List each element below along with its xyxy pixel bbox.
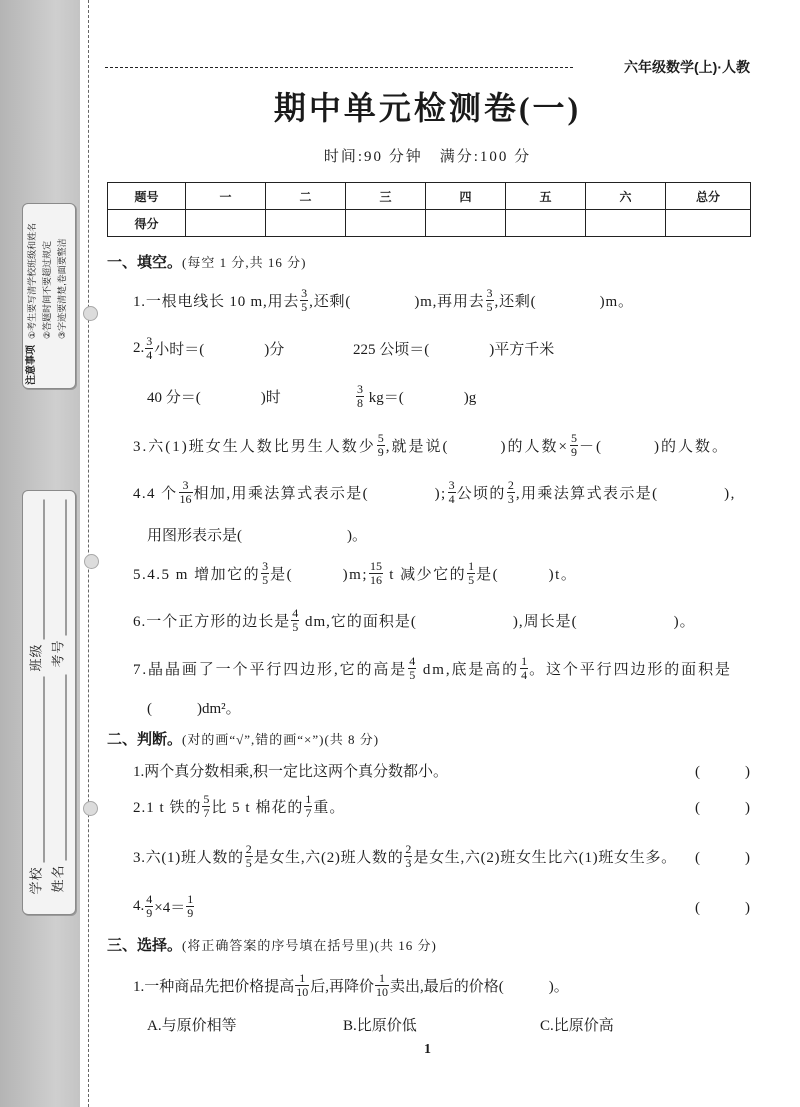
question-2-part-c (147, 380, 281, 412)
question-text: 225 公顷＝( )平方千米 (353, 341, 555, 358)
score-table (107, 182, 751, 237)
choice-option-a: A.与原价相等 (147, 1017, 237, 1034)
choice-option-b: B.比原价低 (343, 1017, 417, 1034)
class-field-line (44, 500, 45, 640)
question-text: 后,再降价 (310, 978, 375, 995)
exam-number-field-line (66, 500, 67, 636)
fraction-denominator: 5 (468, 572, 475, 587)
fraction-numerator: 2 (507, 477, 514, 492)
question-text: ,还剩( )m。 (494, 293, 634, 310)
question-text: 卖出,最后的价格( )。 (390, 978, 569, 995)
section-title: 二、判断。 (107, 731, 183, 748)
score-table-header: 三 (346, 183, 426, 210)
score-table-header: 六 (586, 183, 666, 210)
class-label: 班级 (28, 643, 44, 672)
question-text: 是( )m; (270, 566, 368, 583)
name-field-line (66, 675, 67, 861)
notes-content (22, 203, 76, 389)
score-table-header: 总分 (666, 183, 751, 210)
fraction-denominator: 3 (507, 491, 514, 506)
fraction-numerator: 4 (409, 653, 416, 668)
question-1 (133, 284, 634, 316)
question-text: 。这个平行四边形的面积是 (529, 661, 732, 678)
question-text: －( )的人数。 (578, 438, 729, 455)
question-2-part-b (353, 332, 554, 364)
question-text: 是女生,六(2)班人数的 (253, 849, 404, 866)
section-note: (每空 1 分,共 16 分) (182, 254, 307, 270)
question-text: ,用乘法算式表示是( ), (515, 485, 736, 502)
judgment-1 (133, 754, 448, 786)
question-text: 6.一个正方形的边长是 (133, 613, 291, 630)
page-title: 期中单元检测卷(一) (273, 90, 582, 126)
fraction-numerator: 4 (146, 891, 153, 906)
fraction-numerator: 1 (521, 653, 528, 668)
question-text: 4. (133, 897, 145, 914)
fraction-numerator: 3 (357, 381, 363, 396)
fraction (179, 479, 193, 506)
fraction-numerator: 1 (468, 558, 475, 573)
section-heading-judgment (107, 722, 379, 754)
choice-question-1 (133, 969, 569, 1001)
fraction-numerator: 2 (245, 841, 252, 856)
notes-title: 注意事项 (26, 345, 37, 385)
question-text: 小时＝( )分 (154, 341, 285, 358)
question-text: kg＝( )g (365, 389, 477, 406)
fraction-denominator: 4 (448, 491, 455, 506)
school-label: 学校 (28, 866, 44, 895)
fraction-numerator: 5 (570, 430, 577, 445)
fraction-denominator: 16 (179, 491, 192, 506)
question-text: 重。 (313, 799, 346, 816)
score-table-header: 四 (426, 183, 506, 210)
judgment-answer-blank: ( ) (695, 799, 750, 816)
fraction (520, 655, 528, 682)
score-table-header: 五 (506, 183, 586, 210)
question-text: 3.六(1)班人数的 (133, 849, 244, 866)
score-cell (346, 210, 426, 237)
binding-hole (83, 801, 98, 816)
score-label: 得分 (108, 210, 186, 237)
fraction (356, 383, 364, 410)
binding-hole (84, 554, 99, 569)
question-2-part-a (133, 332, 284, 364)
judgment-4 (133, 890, 195, 922)
section-note: (对的画“√”,错的画“×”)(共 8 分) (182, 731, 380, 747)
student-info-box (22, 490, 76, 915)
fraction (202, 793, 210, 820)
fraction (570, 432, 578, 459)
question-text: dm,底是高的 (417, 661, 520, 678)
question-text: 3.六(1)班女生人数比男生人数少 (133, 438, 376, 455)
fraction-denominator: 5 (486, 299, 493, 314)
fraction-denominator: 5 (292, 619, 299, 634)
fraction-denominator: 5 (245, 855, 252, 870)
score-table-header: 一 (186, 183, 266, 210)
question-4-line-2 (147, 518, 367, 550)
fraction-denominator: 8 (357, 395, 363, 410)
note-item: ③字迹要清楚,卷面要整洁 (57, 238, 67, 339)
fraction-denominator: 7 (203, 805, 210, 820)
fraction (145, 335, 153, 362)
fraction-numerator: 1 (305, 791, 312, 806)
fraction (186, 893, 194, 920)
question-text: 相加,用乘法算式表示是( ); (193, 485, 447, 502)
fraction-numerator: 3 (301, 285, 308, 300)
section-heading-fill-blank (107, 245, 306, 277)
fraction-denominator: 9 (377, 444, 384, 459)
question-text: 是女生,六(2)班女生比六(1)班女生多。 (413, 849, 677, 866)
question-text: ( )dm²。 (147, 700, 241, 717)
fraction (300, 287, 308, 314)
fraction (377, 432, 385, 459)
name-label: 姓名 (50, 864, 66, 893)
score-cell (666, 210, 751, 237)
question-text: ,就是说( )的人数× (385, 438, 569, 455)
fraction-numerator: 15 (370, 558, 382, 573)
note-item: ①考生要写清学校班级和姓名 (27, 222, 37, 339)
subject-label: 六年级数学(上)·人教 (624, 59, 750, 75)
fraction-numerator: 3 (262, 558, 269, 573)
fraction-denominator: 10 (296, 984, 309, 999)
fraction-numerator: 1 (379, 970, 386, 985)
question-text: 用图形表示是( )。 (147, 527, 367, 544)
judgment-3 (133, 840, 677, 872)
question-text: t 减少它的 (384, 566, 467, 583)
question-7-line-2 (147, 691, 241, 723)
question-text: 比 5 t 棉花的 (211, 799, 304, 816)
fraction (245, 843, 253, 870)
fraction (486, 287, 494, 314)
choice-option-c: C.比原价高 (540, 1017, 614, 1034)
question-text: 1.一根电线长 10 m,用去 (133, 293, 300, 310)
fraction-denominator: 10 (376, 984, 389, 999)
question-7-line-1 (133, 652, 732, 684)
fraction (507, 479, 515, 506)
question-text: 1.两个真分数相乘,积一定比这两个真分数都小。 (133, 763, 449, 780)
fraction-denominator: 5 (409, 667, 416, 682)
fraction-numerator: 5 (203, 791, 210, 806)
fraction-denominator: 16 (370, 572, 382, 587)
fraction-numerator: 3 (486, 285, 493, 300)
question-text: dm,它的面积是( ),周长是( )。 (300, 613, 696, 630)
score-cell (506, 210, 586, 237)
fraction-numerator: 3 (146, 333, 153, 348)
question-text: 2. (133, 339, 145, 356)
binding-hole (83, 306, 98, 321)
fraction-numerator: 3 (182, 477, 189, 492)
fraction (304, 793, 312, 820)
fraction-numerator: 2 (405, 841, 412, 856)
fraction (408, 655, 416, 682)
question-text: 2.1 t 铁的 (133, 799, 202, 816)
fraction (404, 843, 412, 870)
score-table-score-row (108, 210, 751, 237)
fraction-denominator: 3 (405, 855, 412, 870)
question-text: ×4＝ (154, 899, 186, 916)
student-info-content (22, 490, 76, 915)
section-note: (将正确答案的序号填在括号里)(共 16 分) (182, 937, 437, 953)
fraction-denominator: 9 (187, 905, 194, 920)
school-field-line (44, 677, 45, 863)
question-text: 5.4.5 m 增加它的 (133, 566, 261, 583)
section-title: 一、填空。 (107, 254, 183, 271)
fraction (375, 972, 389, 999)
question-text: 公顷的 (456, 485, 506, 502)
score-table-header: 二 (266, 183, 346, 210)
question-text: 40 分＝( )时 (147, 389, 281, 406)
question-2-part-d (355, 380, 476, 412)
question-5 (133, 557, 577, 589)
score-cell (586, 210, 666, 237)
judgment-answer-blank: ( ) (695, 763, 750, 780)
fraction-numerator: 1 (187, 891, 194, 906)
exam-number-label: 考号 (50, 639, 66, 668)
score-cell (266, 210, 346, 237)
fraction-denominator: 9 (570, 444, 577, 459)
fraction-numerator: 4 (292, 605, 299, 620)
question-text: 4.4 个 (133, 485, 178, 502)
section-title: 三、选择。 (107, 937, 183, 954)
question-text: 是( )t。 (476, 566, 578, 583)
section-heading-choice (107, 928, 437, 960)
fraction (467, 560, 475, 587)
score-cell (426, 210, 506, 237)
fraction-denominator: 4 (146, 347, 153, 362)
score-table-header: 题号 (108, 183, 186, 210)
header-rule (105, 67, 573, 68)
fraction (291, 607, 299, 634)
fraction (448, 479, 456, 506)
fraction-denominator: 5 (262, 572, 269, 587)
question-text: ,还剩( )m,再用去 (309, 293, 485, 310)
notes-box (22, 203, 76, 389)
page-number: 1 (424, 1042, 431, 1057)
note-item: ②答题时间不要超过规定 (42, 240, 52, 339)
question-4-line-1 (133, 476, 736, 508)
fraction (369, 560, 383, 587)
fraction (145, 893, 153, 920)
judgment-answer-blank: ( ) (695, 899, 750, 916)
fraction-numerator: 3 (448, 477, 455, 492)
question-6 (133, 604, 696, 636)
fraction-numerator: 1 (299, 970, 306, 985)
fraction-denominator: 4 (521, 667, 528, 682)
score-cell (186, 210, 266, 237)
exam-time-score: 时间:90 分钟 满分:100 分 (323, 149, 532, 165)
judgment-2 (133, 790, 345, 822)
question-text: 1.一种商品先把价格提高 (133, 978, 295, 995)
fraction-denominator: 9 (146, 905, 153, 920)
question-text: 7.晶晶画了一个平行四边形,它的高是 (133, 661, 408, 678)
fraction-numerator: 5 (377, 430, 384, 445)
judgment-answer-blank: ( ) (695, 849, 750, 866)
fraction (295, 972, 309, 999)
question-3 (133, 429, 729, 461)
notes-list (25, 223, 70, 339)
fraction-denominator: 7 (305, 805, 312, 820)
fraction-denominator: 5 (301, 299, 308, 314)
fraction (261, 560, 269, 587)
score-table-header-row (108, 183, 751, 210)
